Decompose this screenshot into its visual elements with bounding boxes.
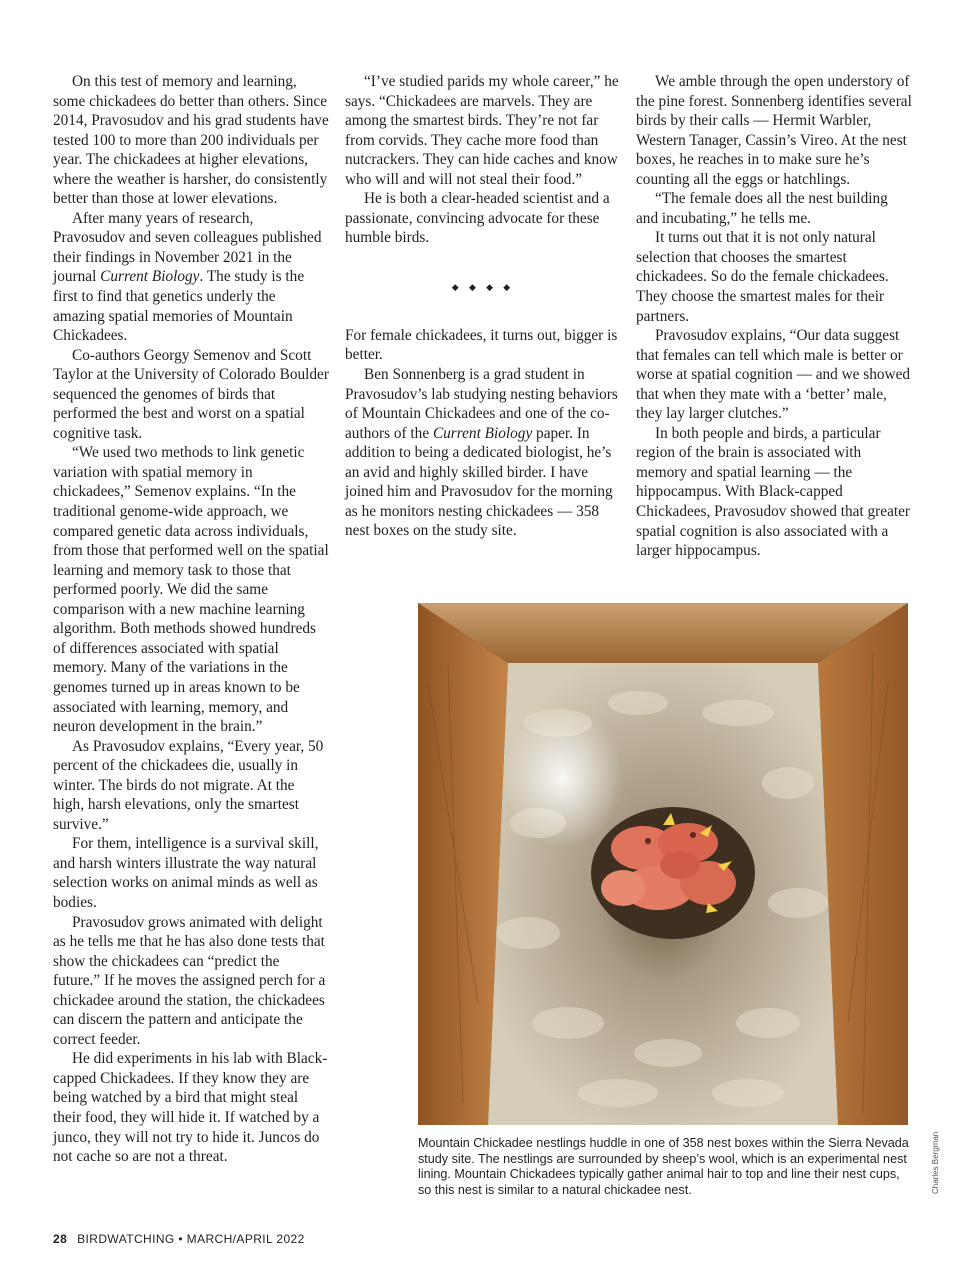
paragraph: Co-authors Georgy Semenov and Scott Taylor at the University of Colorado Boulder sequenced the genomes of birds that performed the best and worst on a spatial cognitive task. <box>53 346 329 442</box>
paragraph-text: paper. In addition to being a dedicated biologist, he’s an avid and highly skilled birder. I have joined him and Pravosudov for the morning as he monitors nesting chickadees — 358 nest boxes on the study site. <box>345 424 613 540</box>
article-column-2 <box>345 72 621 541</box>
paragraph: “I’ve studied parids my whole career,” he says. “Chickadees are marvels. They are among the smartest birds. They’re not far from corvids. They cache more food than nutcrackers. They can hide caches and know who will and will not steal their food.” <box>345 73 619 188</box>
paragraph: Pravosudov grows animated with delight as he tells me that he has also done tests that show the chickadees can “predict the future.” If he moves the assigned perch for a chickadee around the station, the chickadees can discern the pattern and anticipate the correct feeder. <box>53 913 326 1048</box>
publication-line: BIRDWATCHING • MARCH/APRIL 2022 <box>77 1232 305 1246</box>
paragraph: In both people and birds, a particular region of the brain is associated with memory and spatial learning — the hippocampus. With Black-capped Chickadees, Pravosudov showed that greater spatial cognition is also associated with a larger hippocampus. <box>636 424 910 560</box>
journal-title: Current Biology <box>432 424 533 442</box>
paragraph <box>53 209 329 346</box>
photo-credit: Charles Bergman <box>931 1131 940 1194</box>
paragraph: On this test of memory and learning, some chickadees do better than others. Since 2014, Pravosudov and his grad students have tested 100 to more than 200 individuals per year. The chickadees at higher elevations, where the weather is harsher, do consistently better than those at lower elevations. <box>53 73 329 208</box>
article-column-3 <box>636 72 912 561</box>
paragraph-text: After many years of research, Pravosudov and seven colleagues published their findings in November 2021 in the journal <box>53 209 322 286</box>
paragraph: It turns out that it is not only natural selection that chooses the smartest chickadees. So do the female chickadees. They choose the smartest males for their partners. <box>636 229 889 325</box>
nest-illustration <box>418 603 908 1125</box>
journal-title: Current Biology <box>100 268 200 286</box>
paragraph: “We used two methods to link genetic variation with spatial memory in chickadees,” Semenov explains. “In the traditional genome-wide approach, we compared genetic data across individuals, from those that performed well on the spatial learning and memory task to those that performed poorly. We did the same comparison with a new machine learning algorithm. Both methods showed hundreds of differences associated with spatial memory. Many of the variations in the genomes turned up in areas known to be associated with learning, memory, and neuron development in the brain.” <box>53 444 329 736</box>
paragraph: He is both a clear-headed scientist and a passionate, convincing advocate for these humble birds. <box>345 190 610 247</box>
paragraph: He did experiments in his lab with Black-capped Chickadees. If they know they are being watched by a bird that might steal their food, they will hide it. If watched by a junco, they will not try to hide it. Juncos do not cache so are not a threat. <box>53 1050 328 1166</box>
page-number: 28 <box>53 1232 68 1246</box>
paragraph-text: Ben Sonnenberg is a grad student in Pravosudov’s lab studying nesting behaviors of Mountain Chickadees and one of the co-authors of the <box>345 366 618 442</box>
paragraph: As Pravosudov explains, “Every year, 50 percent of the chickadees die, usually in winter. The birds do not migrate. At the high, harsh elevations, only the smartest survive.” <box>53 737 324 833</box>
paragraph: For female chickadees, it turns out, bigger is better. <box>345 326 618 364</box>
paragraph <box>345 365 621 541</box>
paragraph: We amble through the open understory of the pine forest. Sonnenberg identifies several birds by their calls — Hermit Warbler, Western Tanager, Cassin’s Vireo. At the nest boxes, he reaches in to make sure he’s counting all the eggs or hatchlings. <box>636 73 912 188</box>
paragraph: Pravosudov explains, “Our data suggest that females can tell which male is better or worse at spatial cognition — and we showed that when they mate with a ‘better’ male, they lay larger clutches.” <box>636 327 911 423</box>
nest-box-photo <box>418 603 908 1125</box>
paragraph: “The female does all the nest building and incubating,” he tells me. <box>636 190 888 227</box>
light-patch <box>503 708 623 848</box>
article-column-1 <box>53 72 329 1167</box>
paragraph: For them, intelligence is a survival skill, and harsh winters illustrate the way natural selection works on animal minds as well as bodies. <box>53 835 319 911</box>
paragraph-text: . The study is the first to find that genetics underly the amazing spatial memories of Mountain Chickadees. <box>53 268 305 345</box>
section-divider: ◆ ◆ ◆ ◆ <box>451 281 515 292</box>
page-footer <box>53 1232 305 1246</box>
photo-caption: Mountain Chickadee nestlings huddle in one of 358 nest boxes within the Sierra Nevada study site. The nestlings are surrounded by sheep’s wool, which is an experimental nest lining. Mountain Chickadees typically gather animal hair to top and line their nest cups, so this nest is similar to a natural chickadee nest. <box>418 1136 909 1197</box>
